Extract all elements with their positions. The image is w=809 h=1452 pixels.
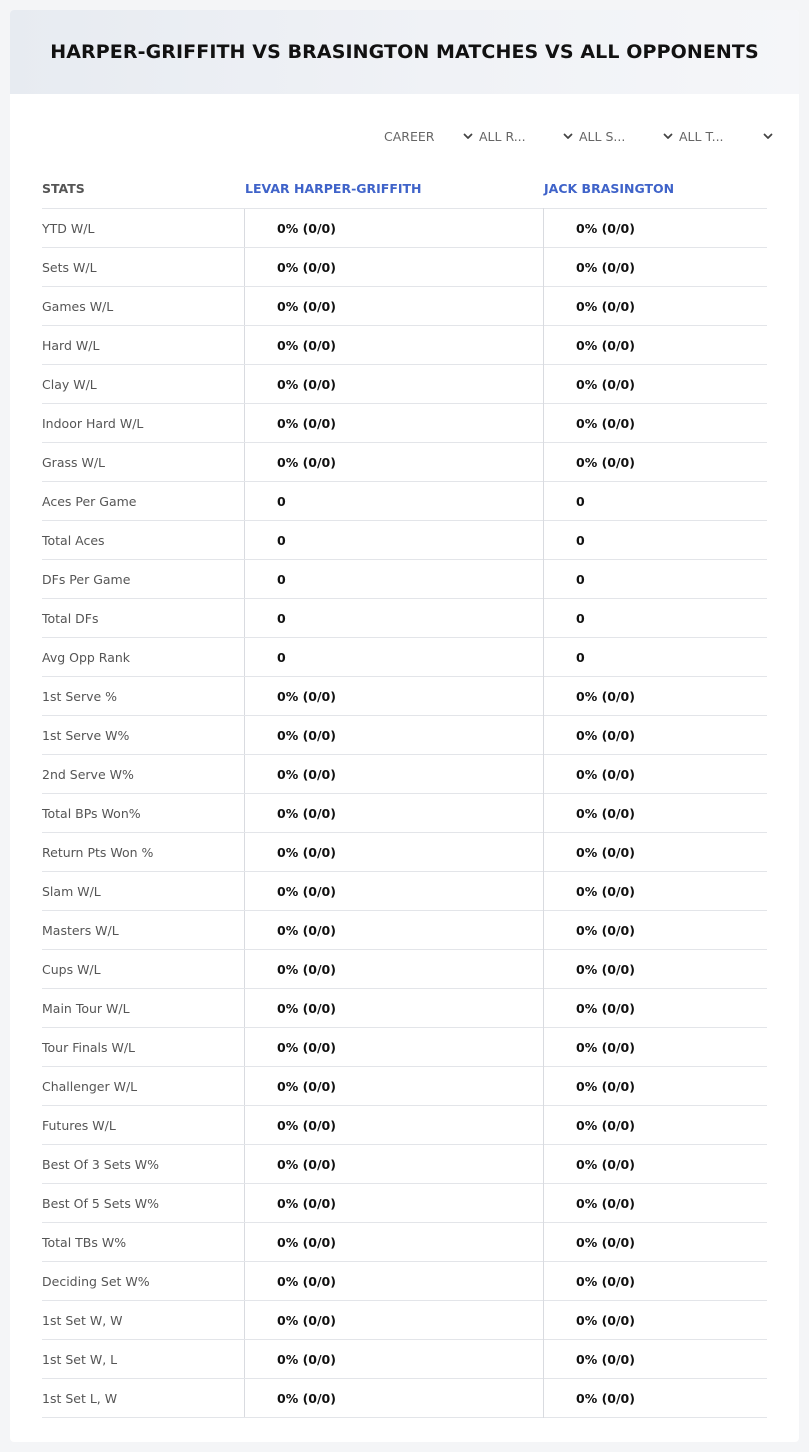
stat-label: Total Aces bbox=[42, 532, 105, 548]
stat-label: Main Tour W/L bbox=[42, 1000, 130, 1016]
player2-column-link[interactable]: JACK BRASINGTON bbox=[544, 180, 675, 196]
player1-value: 0% (0/0) bbox=[277, 1117, 336, 1133]
stat-label: 1st Set W, W bbox=[42, 1312, 123, 1328]
stat-label: 1st Set W, L bbox=[42, 1351, 118, 1367]
stat-label: Challenger W/L bbox=[42, 1078, 138, 1094]
table-header bbox=[42, 168, 767, 208]
table-row bbox=[42, 286, 767, 325]
player2-value: 0% (0/0) bbox=[576, 727, 635, 743]
player1-value: 0% (0/0) bbox=[277, 1156, 336, 1172]
player1-value: 0% (0/0) bbox=[277, 1234, 336, 1250]
table-row bbox=[42, 910, 767, 949]
stat-label: Grass W/L bbox=[42, 454, 106, 470]
player1-value: 0% (0/0) bbox=[277, 1351, 336, 1367]
filter-label: CAREER bbox=[384, 128, 435, 144]
table-row bbox=[42, 832, 767, 871]
table-row bbox=[42, 364, 767, 403]
player1-value: 0% (0/0) bbox=[277, 844, 336, 860]
player1-value: 0% (0/0) bbox=[277, 220, 336, 236]
table-row bbox=[42, 1378, 767, 1418]
stat-label: Return Pts Won % bbox=[42, 844, 154, 860]
table-row bbox=[42, 1261, 767, 1300]
table-row bbox=[42, 637, 767, 676]
player2-value: 0% (0/0) bbox=[576, 298, 635, 314]
table-row bbox=[42, 1222, 767, 1261]
player2-value: 0% (0/0) bbox=[576, 1000, 635, 1016]
player2-value: 0% (0/0) bbox=[576, 454, 635, 470]
stat-label: Slam W/L bbox=[42, 883, 101, 899]
stat-label: Tour Finals W/L bbox=[42, 1039, 136, 1055]
player2-value: 0% (0/0) bbox=[576, 844, 635, 860]
stat-label: Hard W/L bbox=[42, 337, 100, 353]
player2-value: 0 bbox=[576, 649, 585, 665]
player2-value: 0% (0/0) bbox=[576, 883, 635, 899]
player1-value: 0% (0/0) bbox=[277, 1273, 336, 1289]
player1-value: 0 bbox=[277, 649, 286, 665]
stat-label: Masters W/L bbox=[42, 922, 119, 938]
player2-value: 0% (0/0) bbox=[576, 1039, 635, 1055]
stat-label: Total TBs W% bbox=[42, 1234, 127, 1250]
surface-filter-select[interactable] bbox=[579, 126, 674, 146]
stat-label: Best Of 5 Sets W% bbox=[42, 1195, 160, 1211]
table-row bbox=[42, 208, 767, 247]
filter-label: ALL S... bbox=[579, 128, 626, 144]
player1-value: 0% (0/0) bbox=[277, 1000, 336, 1016]
career-filter-select[interactable] bbox=[384, 126, 474, 146]
player1-value: 0% (0/0) bbox=[277, 766, 336, 782]
player1-value: 0% (0/0) bbox=[277, 415, 336, 431]
player1-value: 0% (0/0) bbox=[277, 922, 336, 938]
table-row bbox=[42, 988, 767, 1027]
player1-value: 0% (0/0) bbox=[277, 961, 336, 977]
filter-label: ALL T... bbox=[679, 128, 724, 144]
tournament-filter-select[interactable] bbox=[679, 126, 774, 146]
player2-value: 0% (0/0) bbox=[576, 337, 635, 353]
player2-value: 0 bbox=[576, 610, 585, 626]
player1-value: 0 bbox=[277, 610, 286, 626]
player2-value: 0% (0/0) bbox=[576, 1390, 635, 1406]
table-row bbox=[42, 598, 767, 637]
stat-label: Total DFs bbox=[42, 610, 99, 626]
table-row bbox=[42, 1183, 767, 1222]
filter-label: ALL R... bbox=[479, 128, 526, 144]
stat-label: Cups W/L bbox=[42, 961, 101, 977]
stat-label: Total BPs Won% bbox=[42, 805, 141, 821]
table-row bbox=[42, 715, 767, 754]
table-row bbox=[42, 1105, 767, 1144]
player1-column-link[interactable]: LEVAR HARPER-GRIFFITH bbox=[245, 180, 422, 196]
table-row bbox=[42, 442, 767, 481]
player2-value: 0% (0/0) bbox=[576, 1195, 635, 1211]
stat-label: 2nd Serve W% bbox=[42, 766, 134, 782]
player2-value: 0 bbox=[576, 532, 585, 548]
player2-value: 0% (0/0) bbox=[576, 805, 635, 821]
chevron-down-icon bbox=[562, 130, 574, 142]
player2-value: 0% (0/0) bbox=[576, 1351, 635, 1367]
table-row bbox=[42, 1027, 767, 1066]
table-row bbox=[42, 1300, 767, 1339]
stat-label: YTD W/L bbox=[42, 220, 95, 236]
stat-label: 1st Serve % bbox=[42, 688, 118, 704]
table-row bbox=[42, 403, 767, 442]
player1-value: 0% (0/0) bbox=[277, 805, 336, 821]
table-row bbox=[42, 559, 767, 598]
player2-value: 0% (0/0) bbox=[576, 961, 635, 977]
player1-value: 0% (0/0) bbox=[277, 1078, 336, 1094]
table-row bbox=[42, 481, 767, 520]
stat-label: Futures W/L bbox=[42, 1117, 116, 1133]
player1-value: 0 bbox=[277, 493, 286, 509]
player2-value: 0% (0/0) bbox=[576, 1234, 635, 1250]
player1-value: 0 bbox=[277, 532, 286, 548]
player2-value: 0% (0/0) bbox=[576, 922, 635, 938]
table-row bbox=[42, 1339, 767, 1378]
stat-label: Sets W/L bbox=[42, 259, 97, 275]
page-title: HARPER-GRIFFITH VS BRASINGTON MATCHES VS ALL OPPONENTS bbox=[50, 41, 759, 63]
player2-value: 0% (0/0) bbox=[576, 376, 635, 392]
stat-label: Deciding Set W% bbox=[42, 1273, 150, 1289]
stat-label: Avg Opp Rank bbox=[42, 649, 131, 665]
player1-value: 0% (0/0) bbox=[277, 1039, 336, 1055]
player2-value: 0% (0/0) bbox=[576, 766, 635, 782]
table-row bbox=[42, 520, 767, 559]
player1-value: 0% (0/0) bbox=[277, 337, 336, 353]
table-row bbox=[42, 1066, 767, 1105]
player2-value: 0% (0/0) bbox=[576, 1312, 635, 1328]
table-row bbox=[42, 1144, 767, 1183]
table-row bbox=[42, 247, 767, 286]
stat-label: Clay W/L bbox=[42, 376, 97, 392]
chevron-down-icon bbox=[662, 130, 674, 142]
stat-label: Indoor Hard W/L bbox=[42, 415, 144, 431]
player2-value: 0 bbox=[576, 571, 585, 587]
chevron-down-icon bbox=[762, 130, 774, 142]
player1-value: 0% (0/0) bbox=[277, 454, 336, 470]
player1-value: 0% (0/0) bbox=[277, 1312, 336, 1328]
stats-table bbox=[42, 168, 767, 1418]
stat-label: DFs Per Game bbox=[42, 571, 131, 587]
table-row bbox=[42, 754, 767, 793]
player1-value: 0% (0/0) bbox=[277, 727, 336, 743]
player1-value: 0% (0/0) bbox=[277, 1390, 336, 1406]
player1-value: 0% (0/0) bbox=[277, 883, 336, 899]
round-filter-select[interactable] bbox=[479, 126, 574, 146]
player2-value: 0 bbox=[576, 493, 585, 509]
player2-value: 0% (0/0) bbox=[576, 220, 635, 236]
stats-card bbox=[10, 10, 799, 1442]
stat-label: 1st Set L, W bbox=[42, 1390, 118, 1406]
player1-value: 0% (0/0) bbox=[277, 298, 336, 314]
player2-value: 0% (0/0) bbox=[576, 1078, 635, 1094]
player1-value: 0% (0/0) bbox=[277, 259, 336, 275]
stat-label: Best Of 3 Sets W% bbox=[42, 1156, 160, 1172]
player1-value: 0 bbox=[277, 571, 286, 587]
chevron-down-icon bbox=[462, 130, 474, 142]
table-row bbox=[42, 325, 767, 364]
player2-value: 0% (0/0) bbox=[576, 688, 635, 704]
stat-label: Aces Per Game bbox=[42, 493, 137, 509]
stat-label: 1st Serve W% bbox=[42, 727, 130, 743]
player2-value: 0% (0/0) bbox=[576, 1273, 635, 1289]
player2-value: 0% (0/0) bbox=[576, 1156, 635, 1172]
table-row bbox=[42, 676, 767, 715]
card-header bbox=[10, 10, 799, 94]
player2-value: 0% (0/0) bbox=[576, 259, 635, 275]
table-body bbox=[42, 208, 767, 1418]
table-row bbox=[42, 871, 767, 910]
player1-value: 0% (0/0) bbox=[277, 1195, 336, 1211]
filter-bar bbox=[380, 126, 770, 146]
table-row bbox=[42, 793, 767, 832]
player1-value: 0% (0/0) bbox=[277, 376, 336, 392]
player2-value: 0% (0/0) bbox=[576, 415, 635, 431]
player2-value: 0% (0/0) bbox=[576, 1117, 635, 1133]
stats-column-header: STATS bbox=[42, 180, 85, 196]
table-row bbox=[42, 949, 767, 988]
player1-value: 0% (0/0) bbox=[277, 688, 336, 704]
stat-label: Games W/L bbox=[42, 298, 114, 314]
